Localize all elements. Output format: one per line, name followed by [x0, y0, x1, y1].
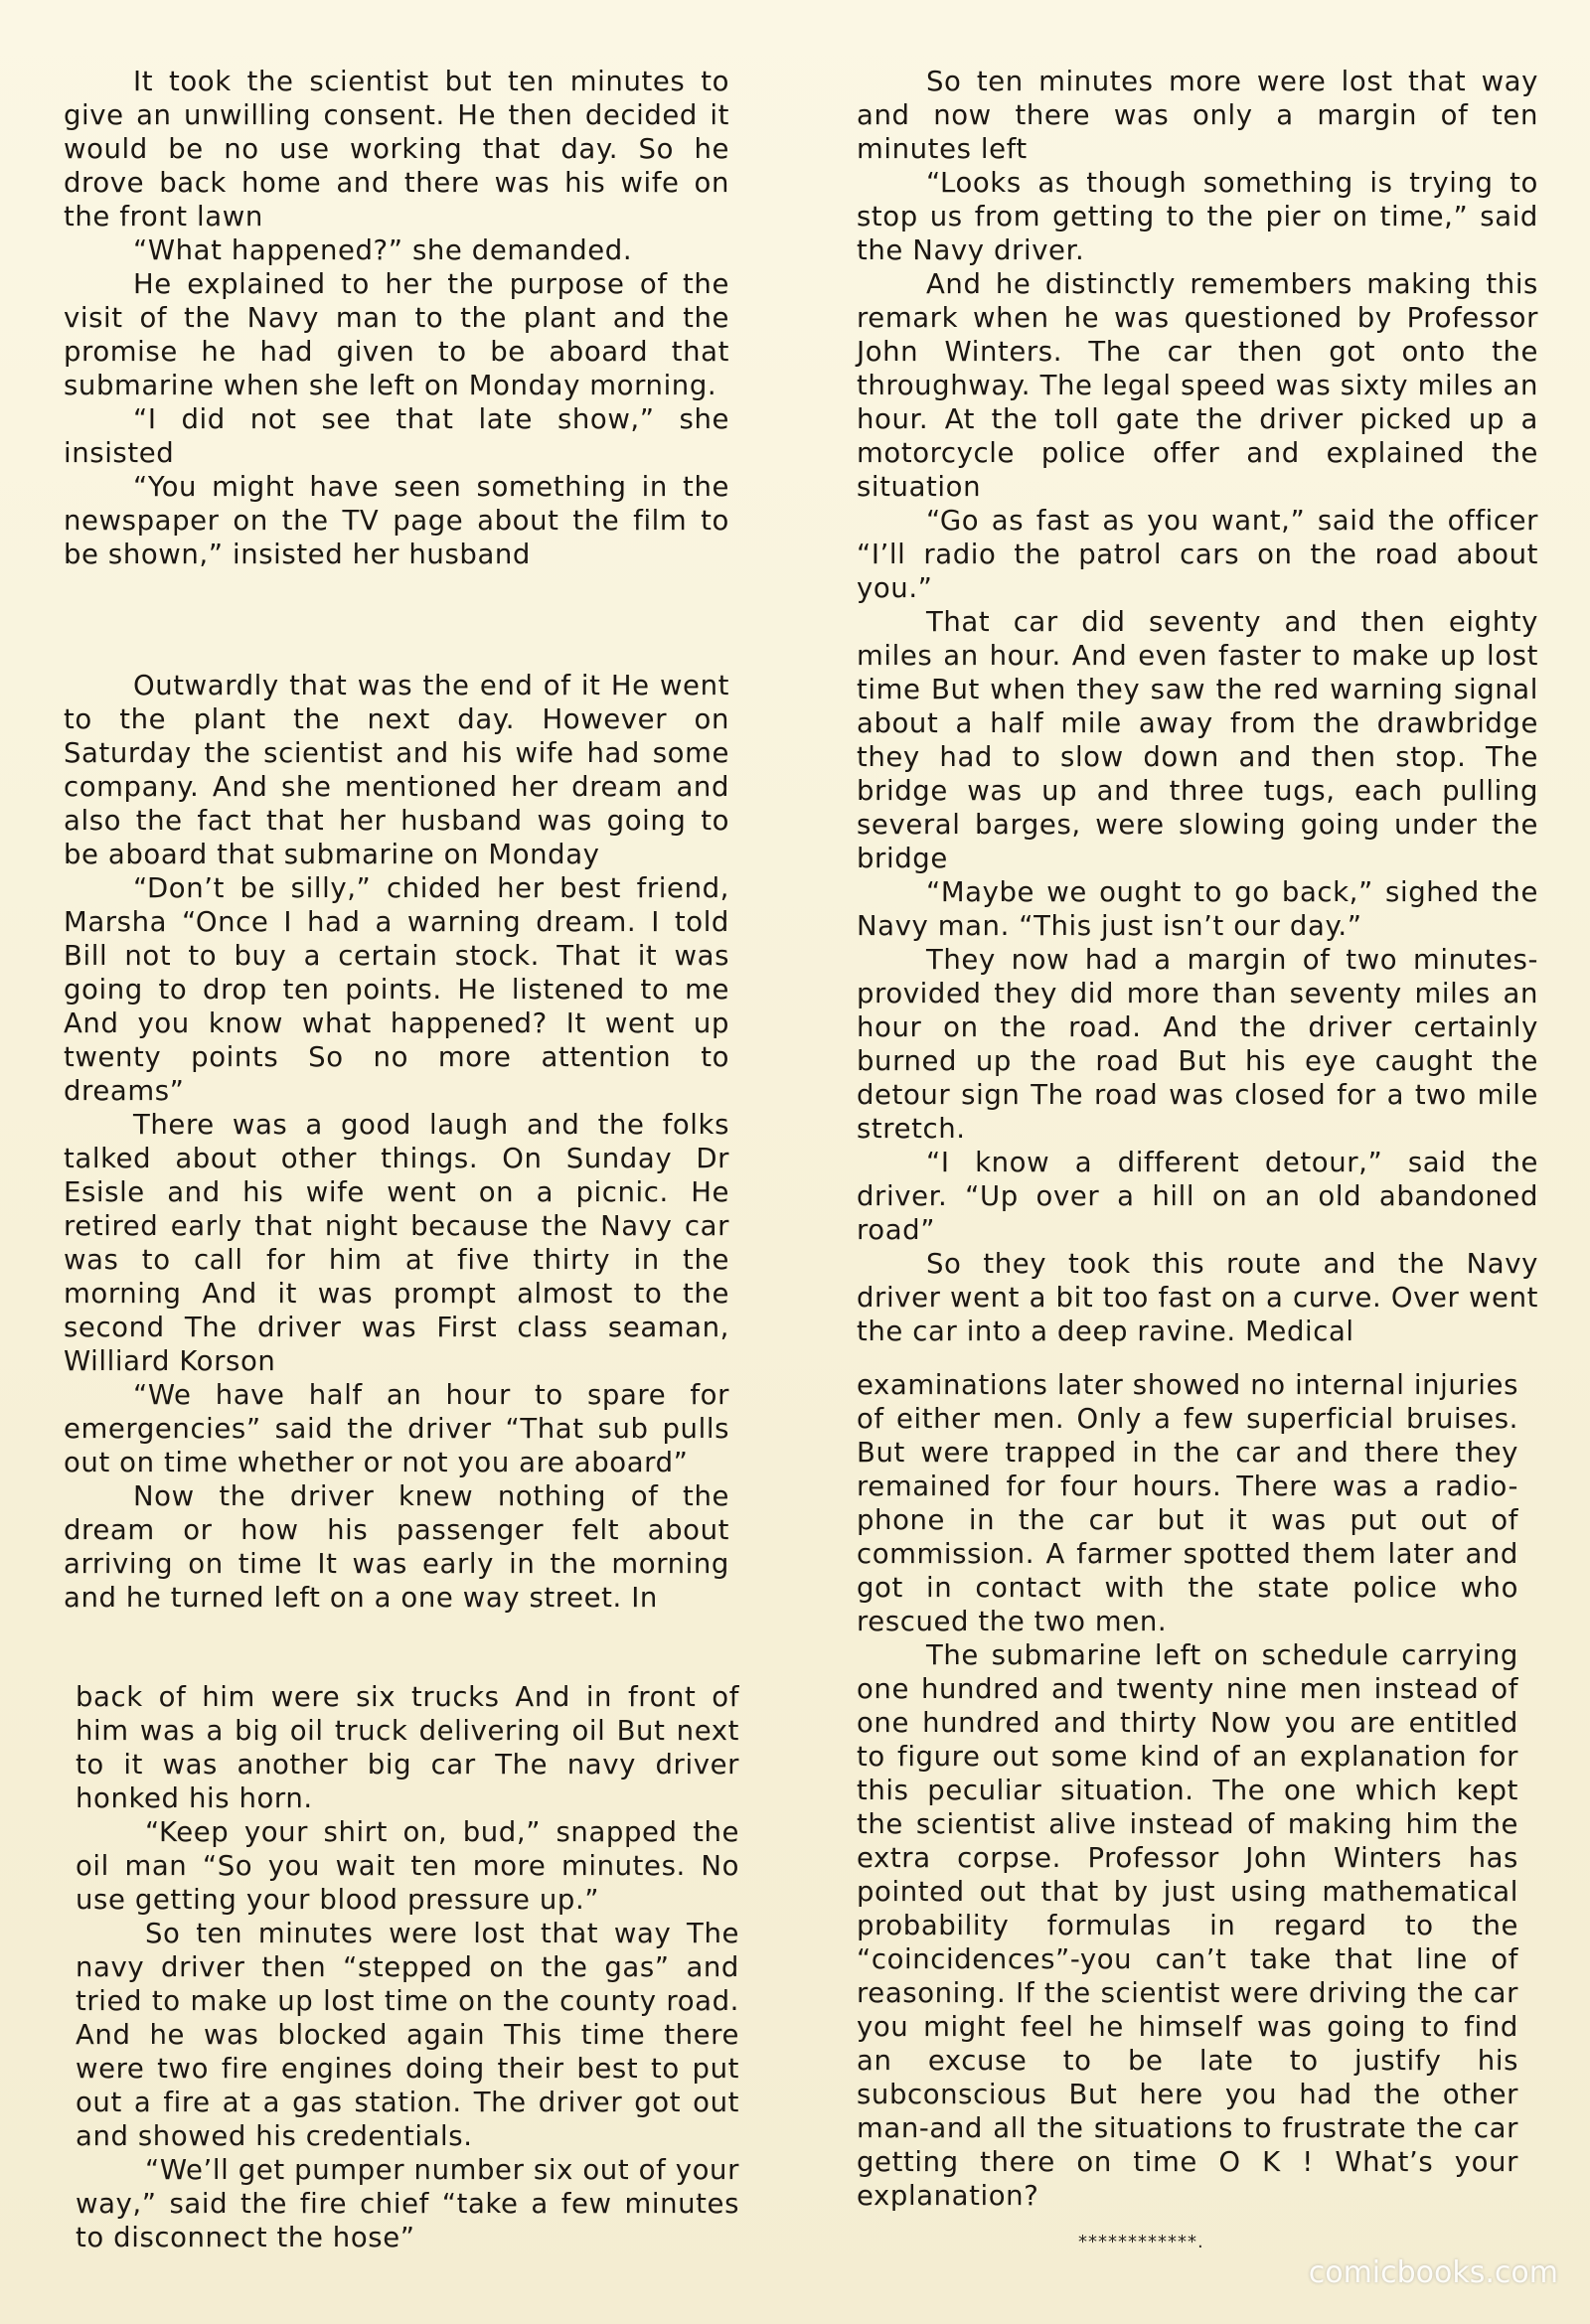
story-paragraph: So they took this route and the Navy driver went a bit too fast on a curve. Over went the car into a deep ravine. Medical: [857, 1248, 1538, 1347]
story-paragraph: “I did not see that late show,” she insisted: [64, 403, 729, 469]
story-paragraph: back of him were six trucks And in front of him was a big oil truck delivering oil But next to it was another big car The navy driver honked his horn.: [76, 1681, 739, 1814]
story-paragraph: “We’ll get pumper number six out of your way,” said the fire chief “take a few minutes to disconnect the hose”: [76, 2154, 739, 2253]
story-paragraph: He explained to her the purpose of the visit of the Navy man to the plant and the promise he had given to be aboard that submarine when she left on Monday morning.: [64, 268, 729, 401]
story-paragraph: “What happened?” she demanded.: [133, 234, 633, 266]
left-column-middle: [64, 669, 729, 1615]
story-paragraph: “Maybe we ought to go back,” sighed the Navy man. “This just isn’t our day.”: [857, 876, 1538, 942]
story-paragraph: And he distinctly remembers making this remark when he was questioned by Professor John Winters. The car then got onto the throughway. The legal speed was sixty miles an hour. At the toll gate the driver picked up a motorcycle police offer and explained the situation: [857, 268, 1538, 503]
story-paragraph: Outwardly that was the end of it He went to the plant the next day. However on Saturday the scientist and his wife had some company. And she mentioned her dream and also the fact that her husband was going to be aboard that submarine on Monday: [64, 670, 729, 870]
story-paragraph: It took the scientist but ten minutes to give an unwilling consent. He then decided it would be no use working that day. So he drove back home and there was his wife on the front lawn: [64, 66, 729, 232]
story-paragraph: So ten minutes more were lost that way and now there was only a margin of ten minutes left: [857, 66, 1538, 165]
end-of-story-mark: ************.: [1078, 2232, 1204, 2252]
story-paragraph: “Keep your shirt on, bud,” snapped the oil man “So you wait ten more minutes. No use getting your blood pressure up.”: [76, 1816, 739, 1916]
story-paragraph: “Go as fast as you want,” said the officer “I’ll radio the patrol cars on the road about you.”: [857, 505, 1538, 604]
story-paragraph: “Don’t be silly,” chided her best friend, Marsha “Once I had a warning dream. I told Bill not to buy a certain stock. That it was going to drop ten points. He listened to me And you know what happened? It went up twenty points So no more attention to dreams”: [64, 872, 729, 1107]
story-paragraph: There was a good laugh and the folks talked about other things. On Sunday Dr Esisle and his wife went on a picnic. He retired early that night because the Navy car was to call for him at five thirty in the morning And it was prompt almost to the second The driver was First class seaman, Williard Korson: [64, 1109, 729, 1377]
story-paragraph: examinations later showed no internal injuries of either men. Only a few superficial bruises. But were trapped in the car and there they remained for four hours. There was a radio-phone in the car but it was put out of commission. A farmer spotted them later and got in contact with the state police who rescued the two men.: [857, 1369, 1518, 1637]
story-paragraph: Now the driver knew nothing of the dream or how his passenger felt about arriving on time It was early in the morning and he turned left on a one way street. In: [64, 1480, 729, 1614]
story-paragraph: That car did seventy and then eighty miles an hour. And even faster to make up lost time But when they saw the red warning signal about a half mile away from the drawbridge they had to slow down and then stop. The bridge was up and three tugs, each pulling several barges, were slowing going under the bridge: [857, 606, 1538, 874]
story-paragraph: “You might have seen something in the newspaper on the TV page about the film to be shown,” insisted her husband: [64, 471, 729, 570]
story-paragraph: The submarine left on schedule carrying one hundred and twenty nine men instead of one hundred and thirty Now you are entitled to figure out some kind of an explanation for this peculiar situation. The one which kept the scientist alive instead of making him the extra corpse. Professor John Winters has pointed out that by just using mathematical probability formulas in regard to the “coincidences”-you can’t take that line of reasoning. If the scientist were driving the car you might feel he himself was going to find an excuse to be late to justify his subconscious But here you had the other man-and all the situations to frustrate the car getting there on time O K ! What’s your explanation?: [857, 1639, 1518, 2212]
story-paragraph: They now had a margin of two minutes-provided they did more than seventy miles an hour on the road. And the driver certainly burned up the road But his eye caught the detour sign The road was closed for a two mile stretch.: [857, 944, 1538, 1145]
left-column-top: [64, 65, 729, 571]
story-paragraph: “I know a different detour,” said the driver. “Up over a hill on an old abandoned road”: [857, 1147, 1538, 1246]
story-paragraph: “We have half an hour to spare for emergencies” said the driver “That sub pulls out on time whether or not you are aboard”: [64, 1379, 729, 1478]
left-column-bottom: [76, 1680, 739, 2254]
right-column-bottom: [857, 1368, 1518, 2213]
right-column-top: [857, 65, 1538, 1348]
site-watermark: comicbooks.com: [1308, 2255, 1558, 2290]
story-paragraph: “Looks as though something is trying to stop us from getting to the pier on time,” said the Navy driver.: [857, 167, 1538, 266]
story-paragraph: So ten minutes were lost that way The navy driver then “stepped on the gas” and tried to make up lost time on the county road. And he was blocked again This time there were two fire engines doing their best to put out a fire at a gas station. The driver got out and showed his credentials.: [76, 1918, 739, 2152]
